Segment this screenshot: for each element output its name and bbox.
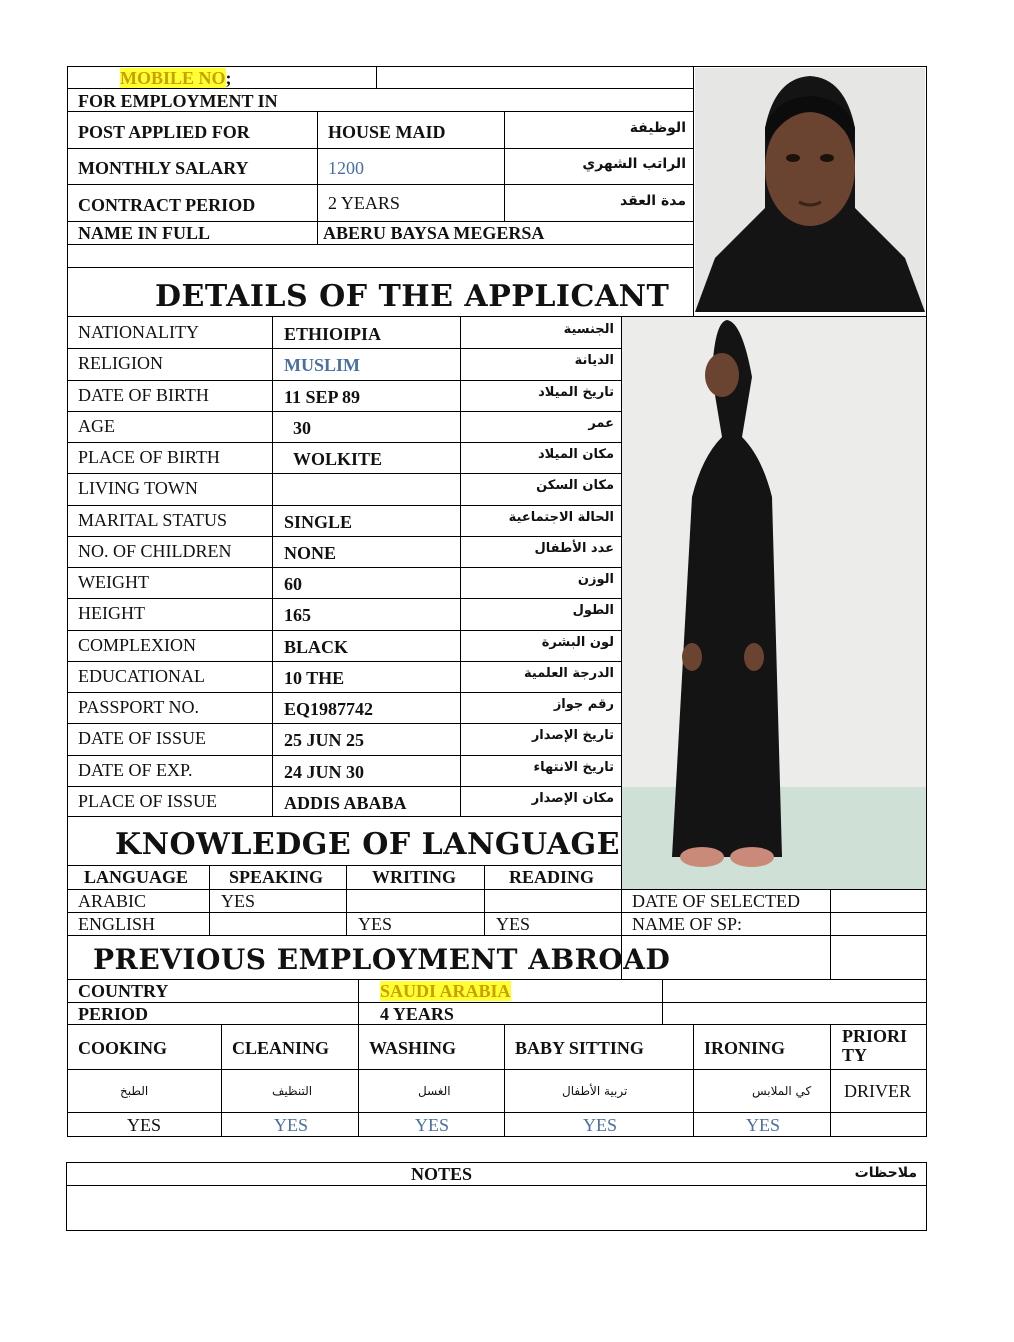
detail-arabic: الدرجة العلمية [524,666,614,681]
skill-header-priority: PRIORI TY [842,1026,908,1065]
notes-label: NOTES [411,1164,473,1184]
detail-value: ETHIOIPIA [284,324,382,344]
detail-value: 10 THE [284,668,345,688]
detail-label: RELIGION [78,353,163,373]
period-value: 4 YEARS [380,1004,454,1024]
detail-label: LIVING TOWN [78,478,198,498]
detail-arabic: لون البشرة [541,635,614,650]
detail-value: EQ1987742 [284,699,374,719]
detail-label: PLACE OF ISSUE [78,791,218,811]
name-in-full-label: NAME IN FULL [78,223,211,243]
detail-arabic: الوزن [577,572,614,587]
country-label: COUNTRY [78,981,169,1001]
language-title: KNOWLEDGE OF LANGUAGE [115,827,621,862]
detail-value: MUSLIM [284,355,360,375]
detail-label: NO. OF CHILDREN [78,541,232,561]
skill-ar-cooking: الطبخ [120,1084,149,1098]
detail-arabic: رقم جواز [553,697,614,712]
monthly-salary-value: 1200 [328,158,364,178]
skill-ar-baby-sitting: تربية الأطفال [562,1084,628,1098]
skill-header-washing: WASHING [369,1038,457,1058]
detail-arabic: تاريخ الإصدار [531,728,614,743]
detail-arabic: عمر [588,416,614,431]
detail-label: NATIONALITY [78,322,199,342]
skill-ar-washing: الغسل [418,1084,451,1098]
contract-period-label: CONTRACT PERIOD [78,195,256,215]
detail-value: BLACK [284,637,349,657]
monthly-salary-label: MONTHLY SALARY [78,158,249,178]
lang-english-reading: YES [496,914,531,934]
detail-value: 11 SEP 89 [284,387,361,407]
lang-header-speaking: SPEAKING [229,867,324,887]
skill-value-cooking: YES [127,1115,162,1135]
detail-arabic: تاريخ الميلاد [538,385,614,400]
post-applied-value: HOUSE MAID [328,122,446,142]
detail-value: 165 [284,605,311,625]
lang-header-reading: READING [509,867,595,887]
mobile-label: MOBILE NO; [120,68,232,88]
name-in-full-value: ABERU BAYSA MEGERSA [323,223,545,243]
lang-header-writing: WRITING [372,867,457,887]
detail-value: 24 JUN 30 [284,762,364,782]
portrait-photo [695,68,925,312]
skill-header-ironing: IRONING [704,1038,786,1058]
skill-value-cleaning: YES [274,1115,309,1135]
detail-value: NONE [284,543,337,563]
lang-arabic-speaking: YES [221,891,256,911]
detail-label: AGE [78,416,115,436]
detail-value: SINGLE [284,512,353,532]
detail-label: PLACE OF BIRTH [78,447,220,467]
detail-value: ADDIS ABABA [284,793,407,813]
full-body-photo [622,317,926,889]
priority-value: DRIVER [844,1081,911,1101]
detail-label: WEIGHT [78,572,149,592]
skill-header-cooking: COOKING [78,1038,168,1058]
detail-arabic: مكان الميلاد [537,447,614,462]
lang-header-language: LANGUAGE [84,867,189,887]
notes-ar: ملاحظات [854,1165,917,1181]
details-title: DETAILS OF THE APPLICANT [155,279,670,314]
detail-value: 30 [293,418,311,438]
detail-value: WOLKITE [293,449,383,469]
detail-label: COMPLEXION [78,635,197,655]
date-of-selected-label: DATE OF SELECTED [632,891,800,911]
detail-arabic: الديانة [574,353,614,368]
detail-arabic: الطول [572,603,614,618]
employment-in-label: FOR EMPLOYMENT IN [78,91,278,111]
period-label: PERIOD [78,1004,149,1024]
lang-arabic: ARABIC [78,891,147,911]
detail-arabic: عدد الأطفال [534,541,614,556]
detail-arabic: تاريخ الانتهاء [533,760,614,775]
skill-value-washing: YES [415,1115,450,1135]
detail-value: 25 JUN 25 [284,730,364,750]
detail-value: 60 [284,574,302,594]
skill-header-cleaning: CLEANING [232,1038,330,1058]
detail-arabic: مكان الإصدار [531,791,614,806]
detail-label: DATE OF EXP. [78,760,193,780]
contract-period-ar: مدة العقد [619,193,686,209]
detail-label: EDUCATIONAL [78,666,205,686]
previous-title: PREVIOUS EMPLOYMENT ABROAD [93,943,671,976]
country-value: SAUDI ARABIA [380,981,511,1001]
name-of-sp-label: NAME OF SP: [632,914,743,934]
detail-label: MARITAL STATUS [78,510,227,530]
detail-arabic: الحالة الاجتماعية [508,510,614,525]
detail-label: PASSPORT NO. [78,697,199,717]
detail-arabic: الجنسية [563,322,614,337]
post-applied-ar: الوظيفة [629,120,686,136]
contract-period-value: 2 YEARS [328,193,400,213]
skill-value-baby-sitting: YES [583,1115,618,1135]
skill-ar-ironing: كي الملابس [752,1084,812,1098]
lang-english-writing: YES [358,914,393,934]
detail-label: HEIGHT [78,603,145,623]
skill-header-baby-sitting: BABY SITTING [515,1038,644,1058]
skill-ar-cleaning: التنظيف [272,1084,313,1098]
detail-arabic: مكان السكن [536,478,614,493]
post-applied-label: POST APPLIED FOR [78,122,250,142]
lang-english: ENGLISH [78,914,155,934]
monthly-salary-ar: الراتب الشهري [582,156,686,172]
detail-label: DATE OF BIRTH [78,385,209,405]
skill-value-ironing: YES [746,1115,781,1135]
detail-label: DATE OF ISSUE [78,728,207,748]
